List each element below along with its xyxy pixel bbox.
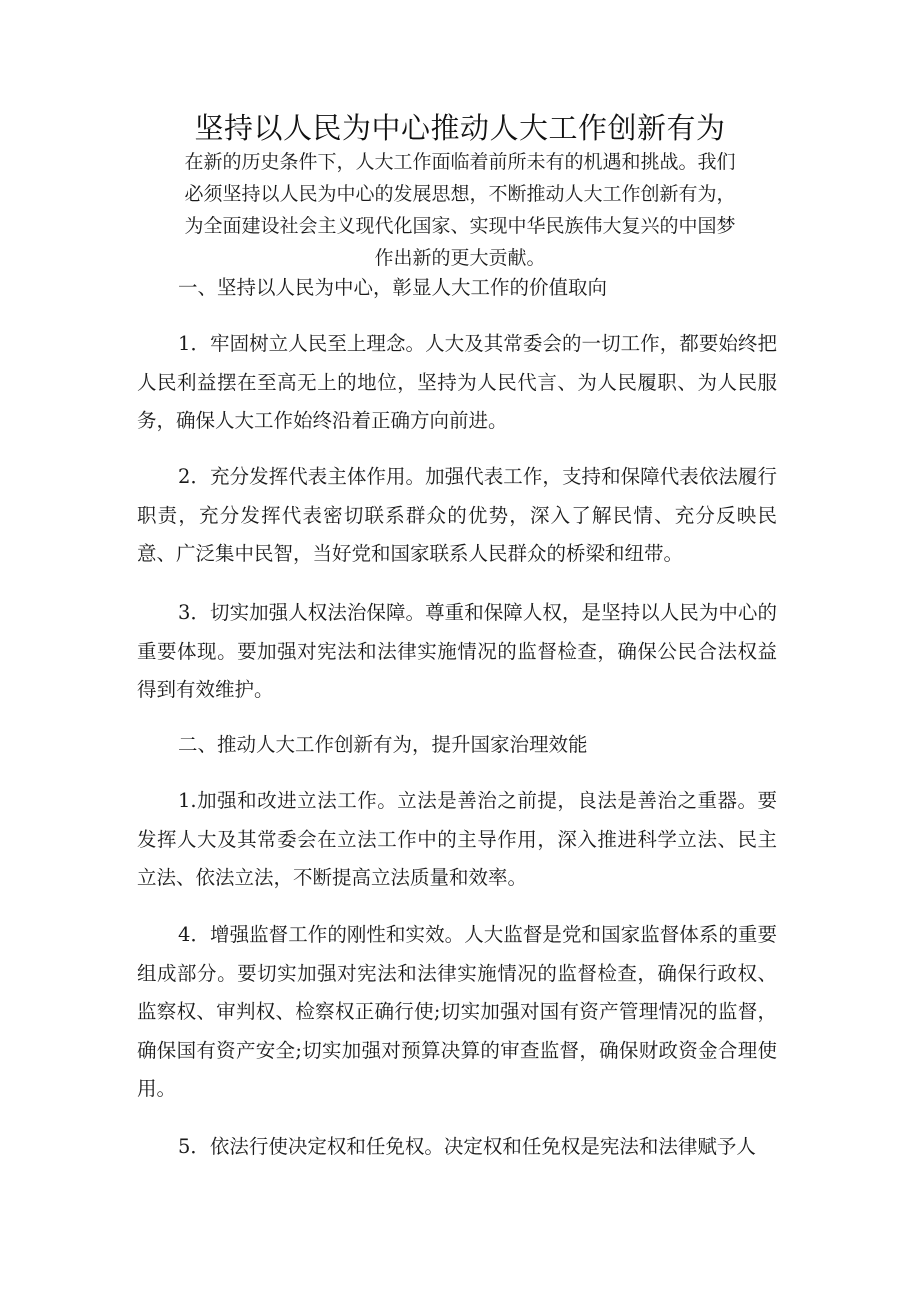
paragraph-2-1: 1.加强和改进立法工作。立法是善治之前提，良法是善治之重器。要发挥人大及其常委会在立法工作中的主导作用，深入推进科学立法、民主立法、依法立法，不断提高立法质量和效率。: [137, 789, 777, 889]
paragraph-2-5: 5．依法行使决定权和任免权。决定权和任免权是宪法和法律赋予人: [178, 1135, 756, 1158]
intro-line: 必须坚持以人民为中心的发展思想，不断推动人大工作创新有为，: [184, 183, 736, 205]
document-title: 坚持以人民为中心推动人大工作创新有为: [194, 111, 726, 145]
paragraph-1-1: 1．牢固树立人民至上理念。人大及其常委会的一切工作，都要始终把人民利益摆在至高无上的地位，坚持为人民代言、为人民履职、为人民服务，确保人大工作始终沿着正确方向前进。: [137, 332, 777, 432]
paragraph-1-2: 2．充分发挥代表主体作用。加强代表工作，支持和保障代表依法履行职责，充分发挥代表密切联系群众的优势，深入了解民情、充分反映民意、广泛集中民智，当好党和国家联系人民群众的桥梁和纽带。: [137, 465, 777, 565]
paragraph-1-3: 3．切实加强人权法治保障。尊重和保障人权，是坚持以人民为中心的重要体现。要加强对宪法和法律实施情况的监督检查，确保公民合法权益得到有效维护。: [137, 601, 777, 701]
intro-line: 作出新的更大贡献。: [374, 247, 546, 269]
intro-paragraph: [150, 146, 770, 274]
paragraph-2-4: 4．增强监督工作的刚性和实效。人大监督是党和国家监督体系的重要组成部分。要切实加强对宪法和法律实施情况的监督检查，确保行政权、监察权、审判权、检察权正确行使;切实加强对国有资产管理情况的监督，确保国有资产安全;切实加强对预算决算的审查监督，确保财政资金合理使用。: [137, 923, 777, 1100]
section-heading-2: 二、推动人大工作创新有为，提升国家治理效能: [178, 733, 588, 756]
section-heading-1: 一、坚持以人民为中心，彰显人大工作的价值取向: [178, 276, 608, 299]
intro-line: 为全面建设社会主义现代化国家、实现中华民族伟大复兴的中国梦: [184, 215, 736, 237]
intro-line: 在新的历史条件下，人大工作面临着前所未有的机遇和挑战。我们: [184, 151, 736, 173]
